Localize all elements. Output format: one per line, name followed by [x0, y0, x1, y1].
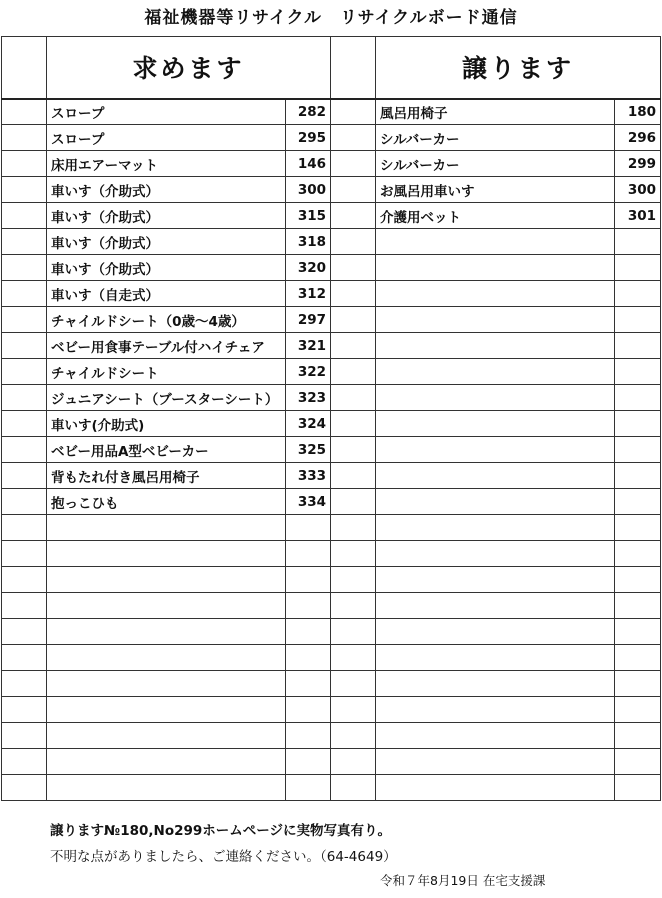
offered-number-cell: 180: [615, 99, 661, 125]
offered-blank-cell: [331, 723, 376, 749]
offered-number-cell: [615, 333, 661, 359]
wanted-blank-cell: [2, 229, 47, 255]
wanted-item-cell: [47, 645, 286, 671]
wanted-blank-cell: [2, 359, 47, 385]
table-row: [2, 593, 661, 619]
recycle-board-table: [1, 36, 661, 801]
offered-blank-cell: [331, 203, 376, 229]
offered-number-cell: [615, 775, 661, 801]
offered-number-cell: [615, 437, 661, 463]
wanted-item-cell: スロープ: [47, 99, 286, 125]
header-row: [2, 37, 661, 99]
wanted-blank-cell: [2, 151, 47, 177]
table-row: [2, 723, 661, 749]
wanted-number-cell: 295: [286, 125, 331, 151]
offered-item-cell: 介護用ベット: [376, 203, 615, 229]
offered-blank-cell: [331, 229, 376, 255]
offered-number-cell: 299: [615, 151, 661, 177]
wanted-item-cell: [47, 723, 286, 749]
wanted-blank-cell: [2, 307, 47, 333]
offered-number-cell: [615, 567, 661, 593]
wanted-blank-cell: [2, 697, 47, 723]
wanted-item-cell: [47, 775, 286, 801]
offered-number-cell: [615, 749, 661, 775]
offered-item-cell: [376, 723, 615, 749]
wanted-item-cell: チャイルドシート（0歳～4歳）: [47, 307, 286, 333]
offered-item-cell: [376, 411, 615, 437]
wanted-item-cell: [47, 619, 286, 645]
offered-index-header: [331, 37, 376, 99]
wanted-number-cell: 315: [286, 203, 331, 229]
offered-item-cell: [376, 593, 615, 619]
offered-blank-cell: [331, 125, 376, 151]
wanted-blank-cell: [2, 125, 47, 151]
wanted-number-cell: 323: [286, 385, 331, 411]
offered-number-cell: [615, 281, 661, 307]
table-row: [2, 411, 661, 437]
wanted-blank-cell: [2, 749, 47, 775]
offered-item-cell: [376, 619, 615, 645]
wanted-number-cell: [286, 697, 331, 723]
wanted-item-cell: [47, 697, 286, 723]
wanted-item-cell: [47, 567, 286, 593]
wanted-blank-cell: [2, 593, 47, 619]
wanted-number-cell: 321: [286, 333, 331, 359]
table-row: [2, 541, 661, 567]
offered-blank-cell: [331, 749, 376, 775]
table-row: [2, 203, 661, 229]
wanted-item-cell: [47, 515, 286, 541]
offered-number-cell: [615, 385, 661, 411]
offered-blank-cell: [331, 515, 376, 541]
table-row: [2, 229, 661, 255]
offered-number-cell: [615, 307, 661, 333]
wanted-item-cell: 抱っこひも: [47, 489, 286, 515]
wanted-number-cell: [286, 749, 331, 775]
wanted-number-cell: 325: [286, 437, 331, 463]
offered-item-cell: [376, 281, 615, 307]
table-row: [2, 281, 661, 307]
wanted-item-cell: [47, 541, 286, 567]
offered-number-cell: [615, 229, 661, 255]
offered-number-cell: [615, 619, 661, 645]
wanted-number-cell: 146: [286, 151, 331, 177]
offered-blank-cell: [331, 593, 376, 619]
offered-number-cell: [615, 463, 661, 489]
table-row: [2, 775, 661, 801]
wanted-header: 求めます: [47, 37, 331, 99]
wanted-number-cell: 333: [286, 463, 331, 489]
wanted-number-cell: 282: [286, 99, 331, 125]
table-row: [2, 359, 661, 385]
wanted-item-cell: ジュニアシート（ブースターシート）: [47, 385, 286, 411]
offered-number-cell: [615, 515, 661, 541]
table-row: [2, 567, 661, 593]
offered-item-cell: お風呂用車いす: [376, 177, 615, 203]
table-row: [2, 619, 661, 645]
wanted-blank-cell: [2, 567, 47, 593]
offered-item-cell: [376, 255, 615, 281]
offered-number-cell: [615, 645, 661, 671]
wanted-number-cell: 322: [286, 359, 331, 385]
offered-item-cell: [376, 541, 615, 567]
table-row: [2, 255, 661, 281]
offered-item-cell: [376, 489, 615, 515]
wanted-number-cell: [286, 723, 331, 749]
offered-blank-cell: [331, 463, 376, 489]
offered-item-cell: [376, 307, 615, 333]
offered-item-cell: [376, 697, 615, 723]
table-row: [2, 489, 661, 515]
offered-number-cell: [615, 489, 661, 515]
page-title: 福祉機器等リサイクル リサイクルボード通信: [144, 8, 518, 28]
wanted-blank-cell: [2, 99, 47, 125]
note-photo: 譲ります№180,No299ホームページに実物写真有り。: [50, 823, 392, 839]
wanted-blank-cell: [2, 411, 47, 437]
offered-item-cell: [376, 645, 615, 671]
offered-blank-cell: [331, 151, 376, 177]
wanted-item-cell: 背もたれ付き風呂用椅子: [47, 463, 286, 489]
offered-blank-cell: [331, 411, 376, 437]
table-row: [2, 177, 661, 203]
offered-item-cell: [376, 385, 615, 411]
offered-item-cell: [376, 671, 615, 697]
offered-item-cell: [376, 437, 615, 463]
wanted-number-cell: 320: [286, 255, 331, 281]
wanted-blank-cell: [2, 463, 47, 489]
wanted-item-cell: [47, 671, 286, 697]
wanted-number-cell: [286, 775, 331, 801]
wanted-item-cell: ベビー用品A型ベビーカー: [47, 437, 286, 463]
offered-blank-cell: [331, 775, 376, 801]
table-row: [2, 385, 661, 411]
wanted-index-header: [2, 37, 47, 99]
wanted-item-cell: 車いす（介助式）: [47, 255, 286, 281]
wanted-number-cell: 324: [286, 411, 331, 437]
offered-item-cell: [376, 775, 615, 801]
wanted-number-cell: [286, 515, 331, 541]
wanted-item-cell: 車いす（自走式）: [47, 281, 286, 307]
table-row: [2, 645, 661, 671]
offered-blank-cell: [331, 255, 376, 281]
offered-item-cell: [376, 515, 615, 541]
offered-blank-cell: [331, 619, 376, 645]
wanted-item-cell: 車いす（介助式）: [47, 177, 286, 203]
offered-number-cell: [615, 359, 661, 385]
wanted-number-cell: [286, 567, 331, 593]
offered-item-cell: [376, 567, 615, 593]
wanted-number-cell: 312: [286, 281, 331, 307]
wanted-number-cell: [286, 593, 331, 619]
wanted-item-cell: チャイルドシート: [47, 359, 286, 385]
offered-item-cell: [376, 749, 615, 775]
offered-item-cell: 風呂用椅子: [376, 99, 615, 125]
wanted-blank-cell: [2, 203, 47, 229]
offered-number-cell: 301: [615, 203, 661, 229]
table-row: [2, 671, 661, 697]
footer-date-department: 令和７年8月19日 在宅支援課: [380, 873, 546, 888]
wanted-item-cell: 床用エアーマット: [47, 151, 286, 177]
offered-blank-cell: [331, 671, 376, 697]
table-row: [2, 463, 661, 489]
offered-blank-cell: [331, 645, 376, 671]
offered-number-cell: [615, 723, 661, 749]
wanted-blank-cell: [2, 515, 47, 541]
note-contact: 不明な点がありましたら、ご連絡ください。（64-4649）: [50, 849, 397, 865]
wanted-blank-cell: [2, 619, 47, 645]
offered-blank-cell: [331, 489, 376, 515]
wanted-number-cell: 334: [286, 489, 331, 515]
wanted-blank-cell: [2, 489, 47, 515]
offered-blank-cell: [331, 697, 376, 723]
wanted-number-cell: [286, 619, 331, 645]
notes: [50, 818, 397, 870]
offered-blank-cell: [331, 177, 376, 203]
offered-item-cell: [376, 359, 615, 385]
wanted-item-cell: 車いす（介助式）: [47, 229, 286, 255]
offered-number-cell: [615, 255, 661, 281]
wanted-item-cell: 車いす(介助式): [47, 411, 286, 437]
wanted-number-cell: 297: [286, 307, 331, 333]
wanted-number-cell: [286, 671, 331, 697]
wanted-item-cell: [47, 593, 286, 619]
table-row: [2, 697, 661, 723]
offered-item-cell: シルバーカー: [376, 125, 615, 151]
wanted-number-cell: 300: [286, 177, 331, 203]
wanted-blank-cell: [2, 255, 47, 281]
offered-number-cell: [615, 593, 661, 619]
offered-number-cell: [615, 697, 661, 723]
table-row: [2, 99, 661, 125]
wanted-number-cell: [286, 541, 331, 567]
wanted-blank-cell: [2, 723, 47, 749]
offered-blank-cell: [331, 359, 376, 385]
offered-number-cell: 300: [615, 177, 661, 203]
wanted-blank-cell: [2, 541, 47, 567]
wanted-number-cell: 318: [286, 229, 331, 255]
offered-number-cell: [615, 671, 661, 697]
offered-blank-cell: [331, 333, 376, 359]
table-row: [2, 515, 661, 541]
wanted-blank-cell: [2, 177, 47, 203]
offered-number-cell: 296: [615, 125, 661, 151]
offered-blank-cell: [331, 307, 376, 333]
wanted-blank-cell: [2, 645, 47, 671]
table-row: [2, 437, 661, 463]
wanted-blank-cell: [2, 385, 47, 411]
wanted-item-cell: スロープ: [47, 125, 286, 151]
wanted-blank-cell: [2, 775, 47, 801]
offered-item-cell: [376, 333, 615, 359]
offered-item-cell: [376, 463, 615, 489]
wanted-number-cell: [286, 645, 331, 671]
table-row: [2, 333, 661, 359]
wanted-blank-cell: [2, 671, 47, 697]
offered-header: 譲ります: [376, 37, 661, 99]
table-row: [2, 749, 661, 775]
offered-number-cell: [615, 541, 661, 567]
offered-item-cell: シルバーカー: [376, 151, 615, 177]
offered-blank-cell: [331, 567, 376, 593]
offered-blank-cell: [331, 281, 376, 307]
wanted-blank-cell: [2, 333, 47, 359]
offered-number-cell: [615, 411, 661, 437]
wanted-item-cell: ベビー用食事テーブル付ハイチェア: [47, 333, 286, 359]
offered-blank-cell: [331, 99, 376, 125]
offered-blank-cell: [331, 541, 376, 567]
wanted-item-cell: 車いす（介助式）: [47, 203, 286, 229]
wanted-blank-cell: [2, 437, 47, 463]
table-row: [2, 125, 661, 151]
offered-item-cell: [376, 229, 615, 255]
wanted-item-cell: [47, 749, 286, 775]
wanted-blank-cell: [2, 281, 47, 307]
table-row: [2, 307, 661, 333]
offered-blank-cell: [331, 385, 376, 411]
offered-blank-cell: [331, 437, 376, 463]
table-row: [2, 151, 661, 177]
